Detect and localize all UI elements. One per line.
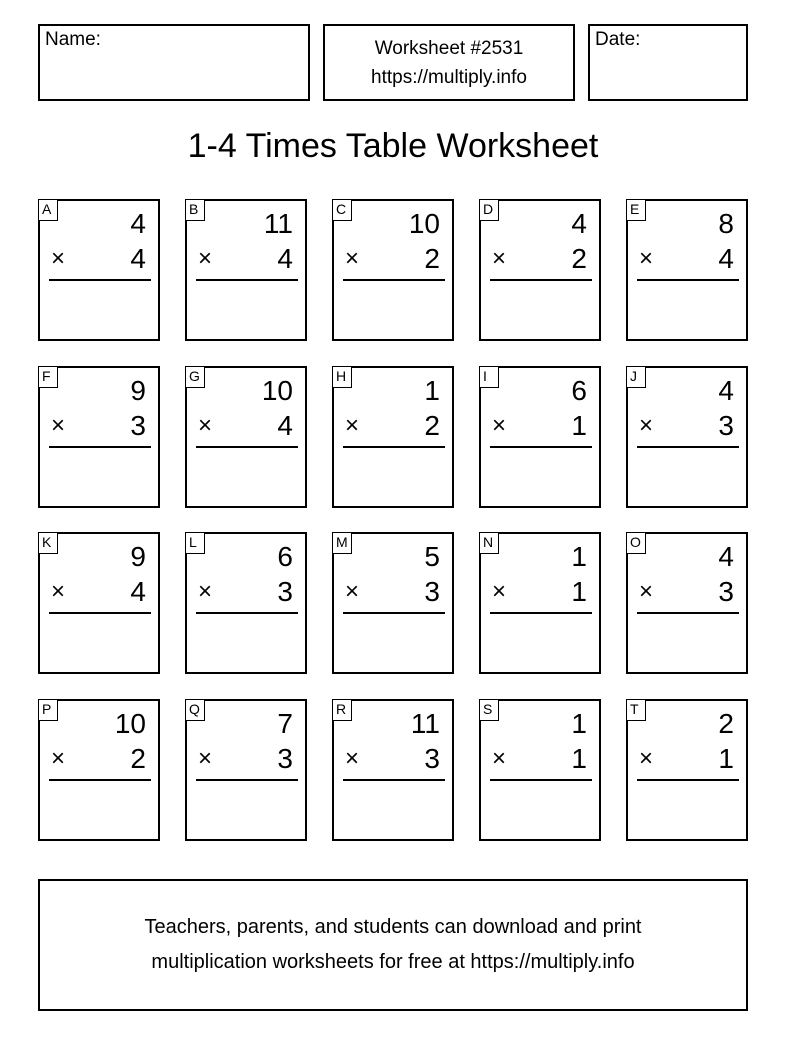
answer-line [343,279,445,281]
problem-letter: O [626,532,646,554]
answer-line [49,779,151,781]
problem-letter: D [479,199,499,221]
multiply-sign: × [639,245,654,272]
answer-line [49,446,151,448]
multiply-sign: × [345,412,360,439]
problem-letter: Q [185,699,205,721]
worksheet-info-box [323,24,575,101]
footer-line-1: Teachers, parents, and students can download and print [144,916,642,938]
problem-cell [38,366,160,508]
problem-letter: I [479,366,499,388]
problem-cell [185,199,307,341]
problem-cell [626,366,748,508]
multiplicand: 4 [571,208,587,239]
problem-cell [479,699,601,841]
multiply-sign: × [639,578,654,605]
answer-line [490,779,592,781]
multiplier: 3 [718,410,734,441]
answer-line [637,779,739,781]
multiplier: 4 [718,243,734,274]
multiplicand: 9 [130,375,146,406]
page-title: 1-4 Times Table Worksheet [187,127,599,165]
answer-line [637,612,739,614]
problem-cell [38,532,160,674]
name-label: Name: [45,29,101,50]
problem-cell [185,366,307,508]
multiplier: 2 [130,743,146,774]
multiply-sign: × [198,578,213,605]
problem-letter: F [38,366,58,388]
problem-cell [38,199,160,341]
answer-line [637,446,739,448]
problem-letter: G [185,366,205,388]
multiply-sign: × [492,245,507,272]
answer-line [49,279,151,281]
multiplier: 4 [277,410,293,441]
multiplier: 3 [277,743,293,774]
multiplier: 2 [571,243,587,274]
multiplicand: 7 [277,708,293,739]
answer-line [196,779,298,781]
multiplicand: 1 [571,708,587,739]
worksheet-number: Worksheet #2531 [374,37,524,59]
problem-letter: C [332,199,352,221]
multiplier: 4 [130,576,146,607]
multiply-sign: × [51,245,66,272]
multiplier: 1 [571,410,587,441]
problem-cell [626,199,748,341]
problem-cell [185,699,307,841]
multiplicand: 4 [718,375,734,406]
multiplicand: 11 [263,208,293,239]
multiplicand: 10 [261,375,293,406]
multiplicand: 5 [424,541,440,572]
multiplicand: 9 [130,541,146,572]
problem-cell [626,532,748,674]
problem-cell [332,366,454,508]
problem-letter: J [626,366,646,388]
problem-cell [479,366,601,508]
multiplicand: 10 [114,708,146,739]
answer-line [490,446,592,448]
multiplier: 3 [424,576,440,607]
multiplier: 1 [571,576,587,607]
multiply-sign: × [198,245,213,272]
answer-line [343,446,445,448]
problem-letter: H [332,366,352,388]
name-box [38,24,310,101]
multiplicand: 8 [718,208,734,239]
problem-cell [626,699,748,841]
multiplier: 3 [718,576,734,607]
problem-letter: A [38,199,58,221]
problem-letter: S [479,699,499,721]
answer-line [49,612,151,614]
answer-line [637,279,739,281]
problem-cell [185,532,307,674]
answer-line [490,279,592,281]
multiply-sign: × [492,412,507,439]
multiplicand: 11 [410,708,440,739]
worksheet-url: https://multiply.info [371,66,527,88]
multiply-sign: × [345,745,360,772]
multiply-sign: × [51,578,66,605]
multiplicand: 4 [130,208,146,239]
multiply-sign: × [639,412,654,439]
problem-letter: L [185,532,205,554]
problem-cell [332,699,454,841]
date-label: Date: [595,29,641,50]
answer-line [196,279,298,281]
multiplier: 4 [277,243,293,274]
multiply-sign: × [51,412,66,439]
multiplicand: 2 [718,708,734,739]
multiplier: 2 [424,243,440,274]
multiplicand: 6 [571,375,587,406]
answer-line [343,612,445,614]
multiplicand: 1 [571,541,587,572]
multiply-sign: × [198,412,213,439]
multiplicand: 10 [408,208,440,239]
problem-letter: R [332,699,352,721]
multiply-sign: × [639,745,654,772]
multiplier: 3 [130,410,146,441]
problem-letter: E [626,199,646,221]
multiply-sign: × [198,745,213,772]
problem-cell [332,199,454,341]
answer-line [196,446,298,448]
multiply-sign: × [492,578,507,605]
multiplier: 4 [130,243,146,274]
multiplicand: 1 [424,375,440,406]
multiply-sign: × [345,578,360,605]
multiply-sign: × [492,745,507,772]
multiply-sign: × [51,745,66,772]
problem-letter: P [38,699,58,721]
multiplicand: 4 [718,541,734,572]
answer-line [343,779,445,781]
multiply-sign: × [345,245,360,272]
multiplier: 1 [718,743,734,774]
problem-letter: N [479,532,499,554]
problem-cell [332,532,454,674]
date-box [588,24,748,101]
multiplier: 3 [277,576,293,607]
multiplicand: 6 [277,541,293,572]
multiplier: 1 [571,743,587,774]
answer-line [490,612,592,614]
problem-cell [38,699,160,841]
problem-letter: B [185,199,205,221]
answer-line [196,612,298,614]
footer-box [38,879,748,1011]
problem-letter: M [332,532,352,554]
problem-letter: T [626,699,646,721]
multiplier: 2 [424,410,440,441]
multiplier: 3 [424,743,440,774]
problem-cell [479,199,601,341]
footer-line-2: multiplication worksheets for free at https://multiply.info [151,951,635,973]
problem-cell [479,532,601,674]
problem-letter: K [38,532,58,554]
